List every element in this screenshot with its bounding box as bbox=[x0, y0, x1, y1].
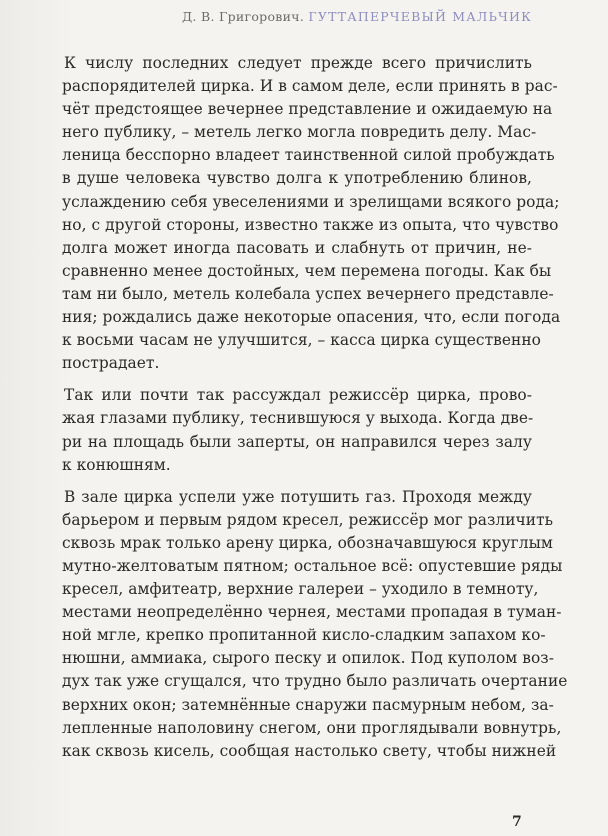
text-line: мутно-желтоватым пятном; остальное всё: опустевшие ряды bbox=[62, 556, 563, 575]
text-line: лепленные наполовину снегом, они проглядывали вовнутрь, bbox=[62, 718, 562, 737]
text-line: Так или почти так рассуждал режиссёр цирка, прово- bbox=[64, 386, 532, 405]
text-line: долга может иногда пасовать и слабнуть от причин, не- bbox=[62, 238, 532, 257]
body-text bbox=[62, 52, 568, 772]
text-line: местами неопределённо чернея, местами пропадая в туман- bbox=[62, 603, 562, 622]
paragraph-3 bbox=[62, 486, 568, 763]
text-line: распорядителей цирка. И в самом деле, если принять в рас- bbox=[62, 77, 558, 96]
text-line: в душе человека чувство долга к употреблению блинов, bbox=[62, 169, 532, 188]
text-line: леница бесспорно владеет таинственной силой пробуждать bbox=[62, 146, 555, 165]
text-line: пострадает. bbox=[62, 354, 160, 373]
text-line: сравненно менее достойных, чем перемена погоды. Как бы bbox=[62, 261, 552, 280]
page-number: 7 bbox=[512, 814, 522, 830]
paragraph-1 bbox=[62, 52, 561, 375]
header-book-title: ГУТТАПЕРЧЕВЫЙ МАЛЬЧИК bbox=[308, 9, 532, 24]
text-line: ния; рождались даже некоторые опасения, что, если погода bbox=[62, 308, 561, 327]
text-line: но, с другой стороны, известно также из опыта, что чувство bbox=[62, 215, 559, 234]
text-line: кресел, амфитеатр, верхние галереи – уходило в темноту, bbox=[62, 580, 539, 599]
text-line: дух так уже сгущался, что трудно было различать очертание bbox=[62, 672, 568, 691]
text-line: нюшни, аммиака, сырого песку и опилок. Под куполом воз- bbox=[62, 649, 554, 668]
text-line: сквозь мрак только арену цирка, обозначавшуюся круглым bbox=[62, 533, 553, 552]
text-line: там ни было, метель колебала успех вечернего представле- bbox=[62, 284, 554, 303]
text-line: ной мгле, крепко пропитанной кисло-сладким запахом ко- bbox=[62, 626, 546, 645]
text-line: жая глазами публику, теснившуюся у выхода. Когда две- bbox=[62, 409, 534, 428]
header-author: Д. В. Григорович. bbox=[181, 9, 305, 24]
text-line: К числу последних следует прежде всего причислить bbox=[64, 54, 532, 72]
text-line: ри на площадь были заперты, он направился через залу bbox=[62, 432, 532, 451]
text-line: к конюшням. bbox=[62, 455, 171, 474]
text-line: как сквозь кисель, сообщая настолько свету, чтобы нижней bbox=[62, 741, 557, 760]
text-line: чёт предстоящее вечернее представление и ожидаемую на bbox=[62, 100, 553, 119]
text-line: барьером и первым рядом кресел, режиссёр мог различить bbox=[62, 510, 554, 529]
text-line: В зале цирка успели уже потушить газ. Проходя между bbox=[64, 487, 532, 506]
text-line: услаждению себя увеселениями и зрелищами всякого рода; bbox=[62, 192, 560, 211]
paragraph-2 bbox=[62, 384, 532, 476]
text-line: него публику, – метель легко могла повредить делу. Мас- bbox=[62, 123, 537, 142]
text-line: верхних окон; затемнённые снаружи пасмурным небом, за- bbox=[62, 695, 554, 714]
running-header bbox=[182, 9, 532, 24]
text-line: к восьми часам не улучшится, – касса цирка существенно bbox=[62, 331, 541, 350]
